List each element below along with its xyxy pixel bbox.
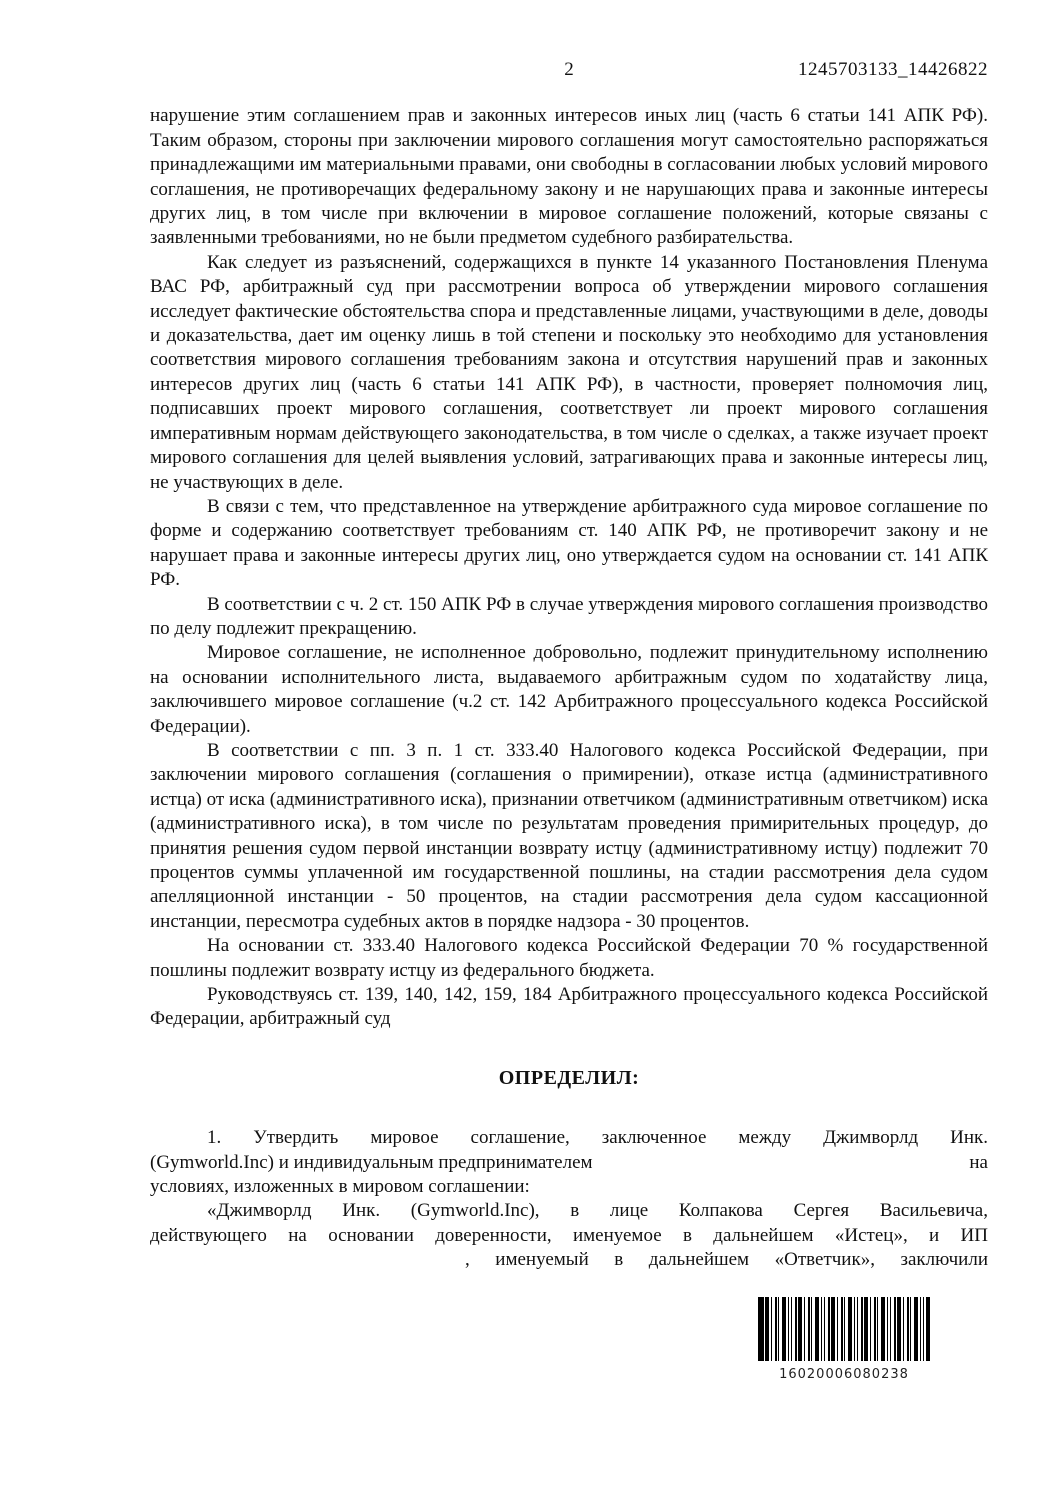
- agreement-quote-line-redacted: , именуемый в дальнейшем «Ответчик», заключили: [465, 1249, 988, 1271]
- page-header: [150, 58, 988, 82]
- paragraph: В связи с тем, что представленное на утверждение арбитражного суда мировое соглашение по форме и содержанию соответствует требованиям ст. 140 АПК РФ, не противоречит закону и не нарушает права и законные интересы других лиц, оно утверждается судом на основании ст. 141 АПК РФ.: [150, 495, 988, 591]
- paragraph: На основании ст. 333.40 Налогового кодекса Российской Федерации 70 % государственной пошлины подлежит возврату истцу из федерального бюджета.: [150, 935, 988, 981]
- paragraph: нарушение этим соглашением прав и законных интересов иных лиц (часть 6 статьи 141 АПК РФ). Таким образом, стороны при заключении мирового соглашения могут самостоятельно распоряжаться принадлежащими им материальными правами, они свободны в согласовании любых условий мирового соглашения, не противоречащих федеральному закону и не нарушающих права и законные интересы других лиц, в том числе при включении в мировое соглашение положений, которые связаны с заявленными требованиями, но не были предметом судебного разбирательства.: [150, 105, 988, 249]
- agreement-quote-line: «Джимворлд Инк. (Gymworld.Inc), в лице Колпакова Сергея Васильевича,: [207, 1200, 988, 1222]
- barcode: [758, 1297, 930, 1387]
- page-number: 2: [564, 59, 574, 80]
- paragraph: В соответствии с пп. 3 п. 1 ст. 333.40 Налогового кодекса Российской Федерации, при заключении мирового соглашения (соглашения о примирении), отказе истца (административного истца) от иска (административного иска), признании ответчиком (административным ответчиком) иска (административного иска), в том числе по результатам проведения примирительных процедур, до принятия решения судом первой инстанции возврату истцу (административному истцу) подлежит 70 процентов суммы уплаченной им государственной пошлины, на стадии рассмотрения дела судом апелляционной инстанции - 50 процентов, на стадии рассмотрения дела судом кассационной инстанции, пересмотра судебных актов в порядке надзора - 30 процентов.: [150, 739, 988, 932]
- barcode-number: 16020006080238: [779, 1366, 909, 1382]
- ruling-item-1-line-redacted: [150, 1151, 988, 1175]
- paragraph: Руководствуясь ст. 139, 140, 142, 159, 184 Арбитражного процессуального кодекса Российской Федерации, арбитражный суд: [150, 984, 988, 1030]
- ruling-item-1-line: 1. Утвердить мировое соглашение, заключенное между Джимворлд Инк.: [207, 1127, 988, 1149]
- paragraph: Мировое соглашение, не исполненное добровольно, подлежит принудительному исполнению на основании исполнительного листа, выдаваемого арбитражным судом по ходатайству лица, заключившего мировое соглашение (ч.2 ст. 142 Арбитражного процессуального кодекса Российской Федерации).: [150, 642, 988, 737]
- paragraph: Как следует из разъяснений, содержащихся в пункте 14 указанного Постановления Пленума ВАС РФ, арбитражный суд при рассмотрении вопроса об утверждении мирового соглашения исследует фактические обстоятельства спора и представленные лицами, участвующими в деле, доводы и доказательства, дает им оценку лишь в той степени и поскольку это необходимо для установления соответствия мирового соглашения требованиям закона и отсутствия нарушений прав и законных интересов других лиц (часть 6 статьи 141 АПК РФ), в частности, проверяет полномочия лиц, подписавших проект мирового соглашения, соответствует ли проект мирового соглашения императивным нормам действующего законодательства, в том числе о сделках, а также изучает проект мирового соглашения для целей выявления условий, затрагивающих права и законные интересы лиц, не участвующих в деле.: [150, 251, 988, 493]
- ruling-item-1-line-left: (Gymworld.Inc) и индивидуальным предпринимателем: [150, 1151, 593, 1173]
- document-body: [150, 104, 988, 1387]
- document-id: 1245703133_14426822: [798, 59, 988, 80]
- agreement-quote-line: действующего на основании доверенности, именуемое в дальнейшем «Истец», и ИП: [150, 1224, 988, 1246]
- ruling-item-1-line: условиях, изложенных в мировом соглашении:: [150, 1176, 530, 1198]
- paragraph: В соответствии с ч. 2 ст. 150 АПК РФ в случае утверждения мирового соглашения производство по делу подлежит прекращению.: [150, 593, 988, 639]
- barcode-bars-icon: [758, 1297, 930, 1361]
- ruling-item-1-line-right: на: [969, 1151, 988, 1173]
- ruling-heading: ОПРЕДЕЛИЛ:: [498, 1066, 640, 1089]
- ruling-item-1: [150, 1126, 988, 1199]
- agreement-quote: [150, 1199, 988, 1272]
